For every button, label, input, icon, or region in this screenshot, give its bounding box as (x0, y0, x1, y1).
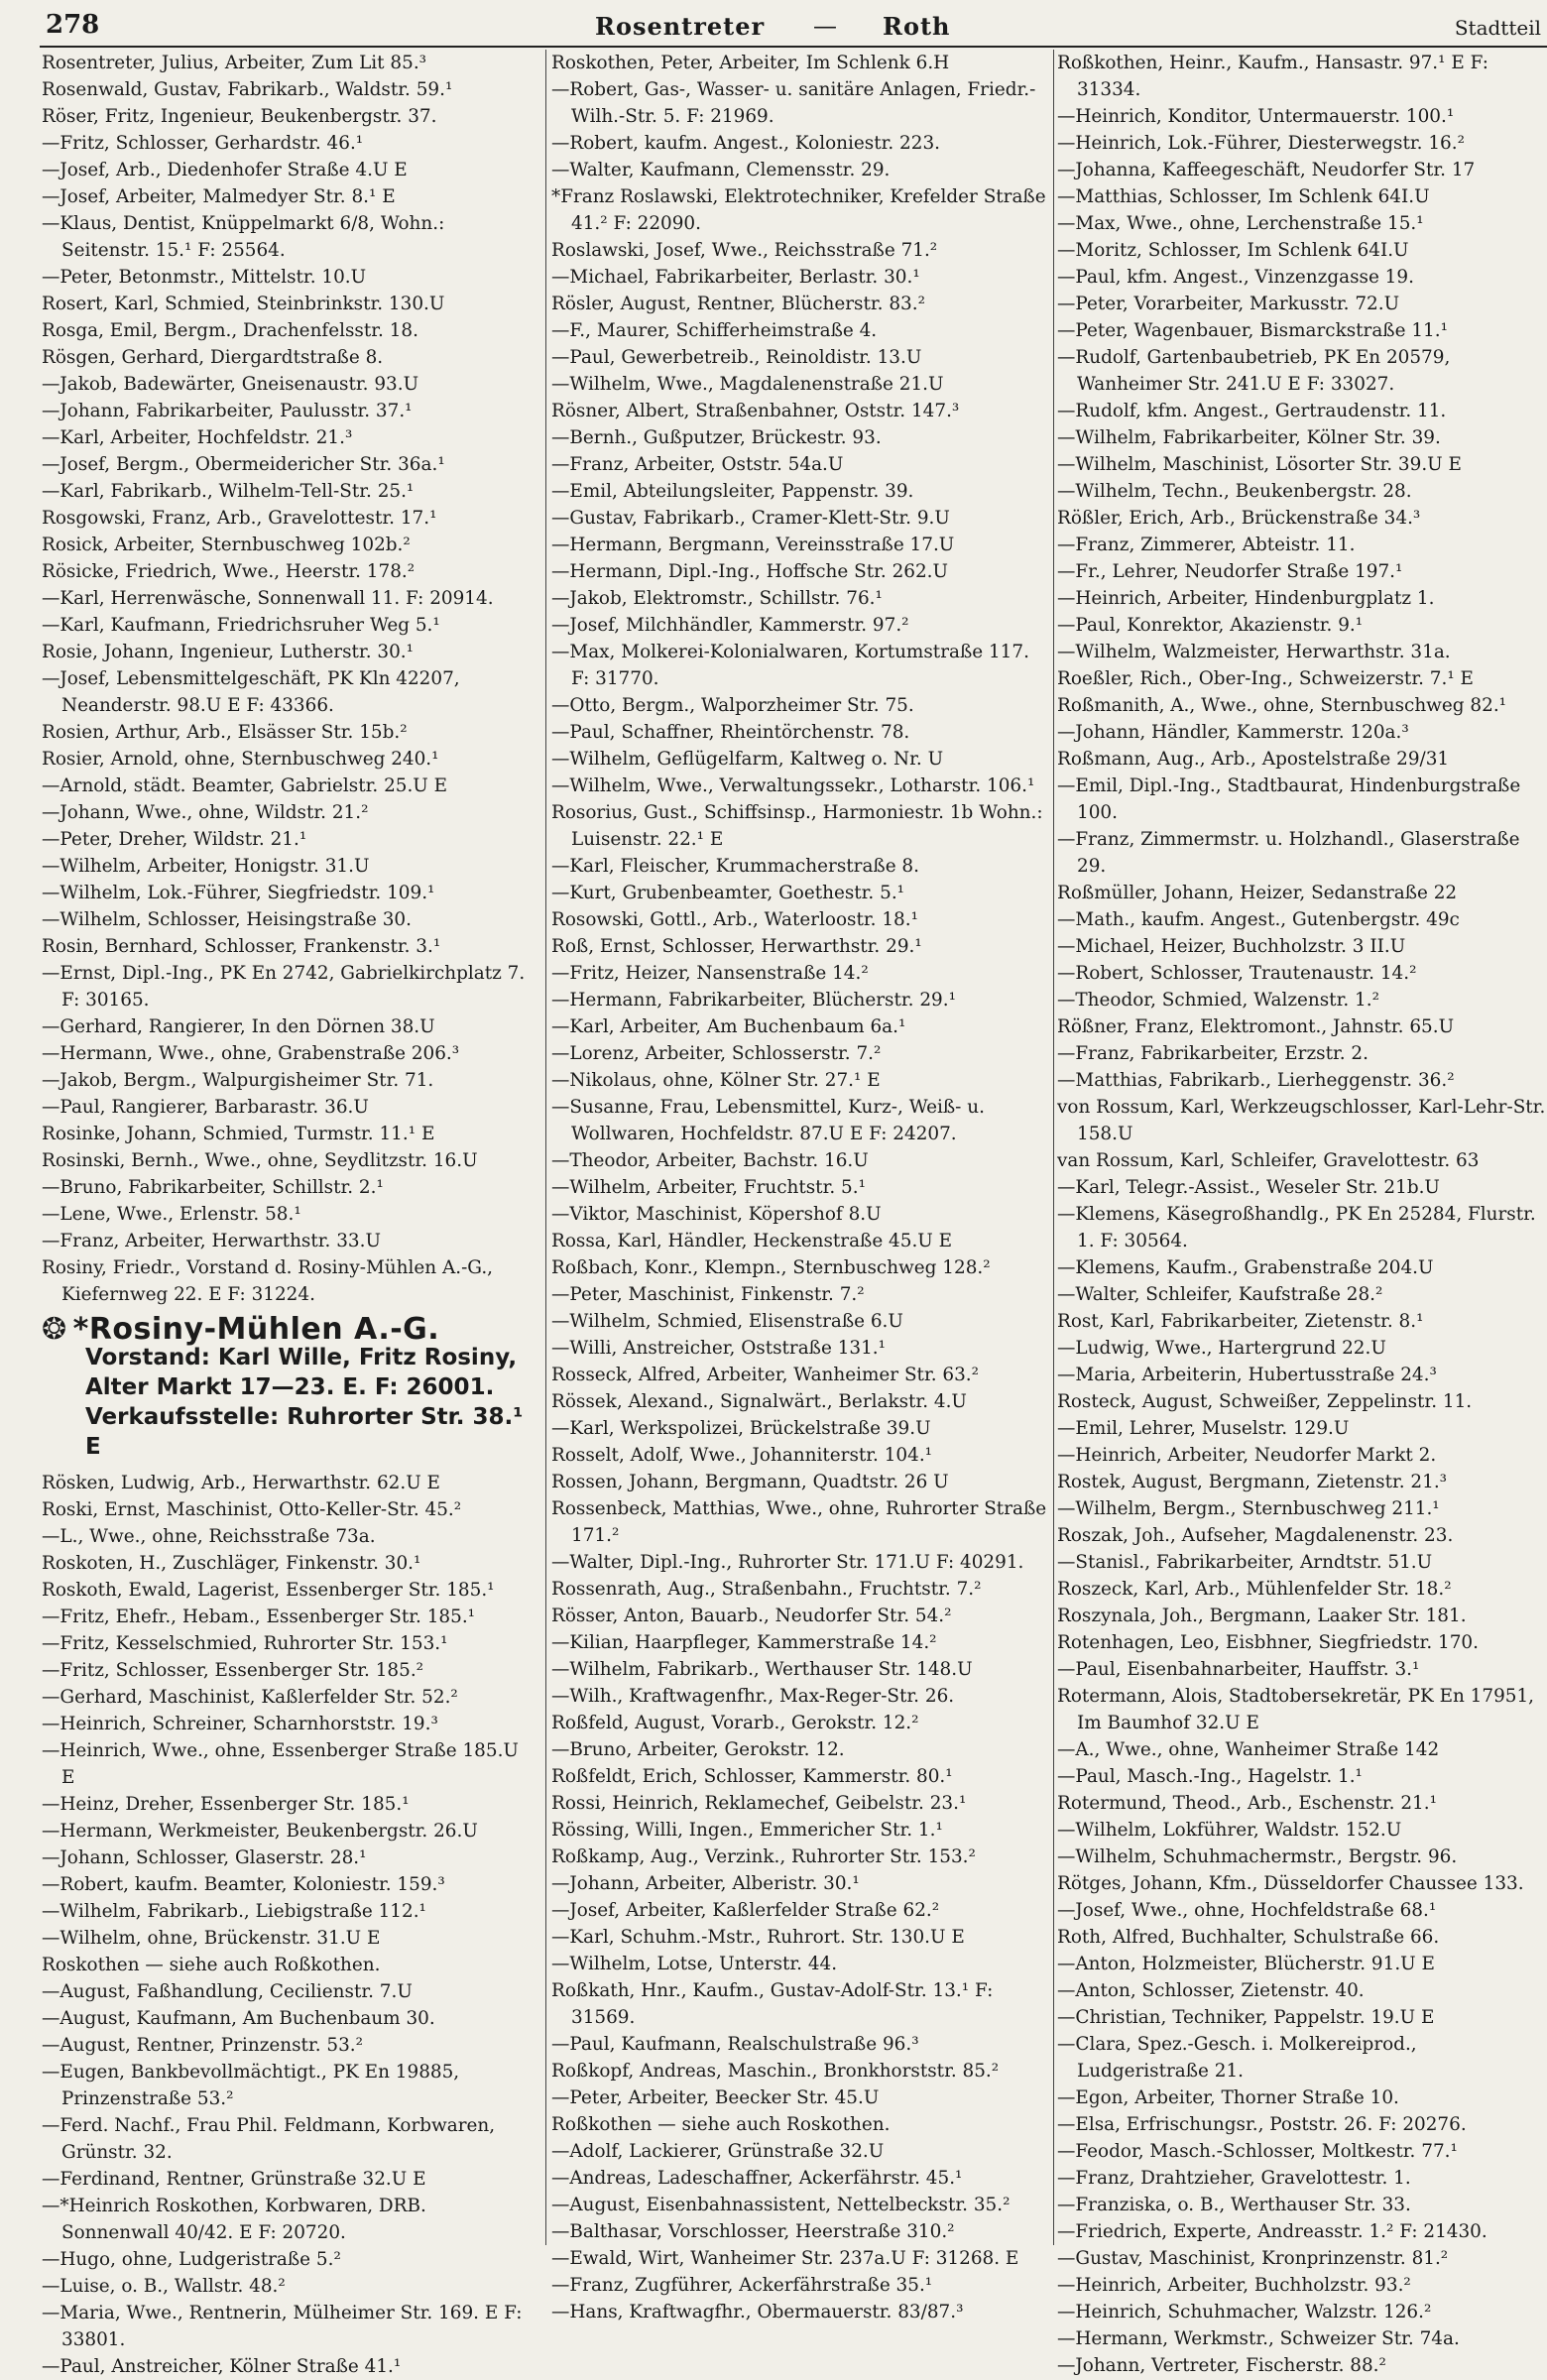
directory-entry: —Wilhelm, Lok.-Führer, Siegfriedstr. 109.¹ (42, 883, 435, 903)
directory-entry: —Heinrich, Wwe., ohne, Essenberger Straße 185.U E (42, 1740, 519, 1788)
entries-list (42, 50, 537, 1308)
directory-entry: —Hans, Kraftwagfhr., Obermauerstr. 83/87.³ (551, 2302, 964, 2322)
directory-entry: —August, Rentner, Prinzenstr. 53.² (42, 2035, 364, 2056)
directory-entry: —Theodor, Schmied, Walzenstr. 1.² (1057, 990, 1379, 1011)
directory-entry: Roskothen — siehe auch Roßkothen. (42, 1955, 381, 1975)
directory-column-1 (42, 50, 537, 2377)
directory-entry: Roßmüller, Johann, Heizer, Sedanstraße 22 (1057, 883, 1458, 903)
directory-entry: —Franz, Zimmerer, Abteistr. 11. (1057, 535, 1356, 555)
directory-entry: Rossi, Heinrich, Reklamechef, Geibelstr. 23.¹ (551, 1793, 967, 1814)
directory-entry: —Peter, Maschinist, Finkenstr. 7.² (551, 1284, 865, 1305)
directory-entry: Rössek, Alexand., Signalwärt., Berlakstr. 4.U (551, 1391, 967, 1412)
directory-entry: —Emil, Abteilungsleiter, Pappenstr. 39. (551, 481, 914, 502)
directory-entry: —Wilhelm, Fabrikarbeiter, Kölner Str. 39. (1057, 427, 1441, 448)
directory-entry: —Johanna, Kaffeegeschäft, Neudorfer Str. 17 (1057, 160, 1476, 180)
ad-line: Alter Markt 17—23. E. F: 26001. (85, 1374, 495, 1400)
page-header (40, 8, 1547, 48)
directory-entry: Rostek, August, Bergmann, Zietenstr. 21.³ (1057, 1472, 1448, 1492)
directory-entry: —Johann, Händler, Kammerstr. 120a.³ (1057, 722, 1409, 743)
ad-company-name: *Rosiny-Mühlen A.-G. (72, 1312, 440, 1347)
directory-entry: Roßkothen, Heinr., Kaufm., Hansastr. 97.¹ E F: 31334. (1057, 53, 1488, 100)
directory-entry: —Karl, Herrenwäsche, Sonnenwall 11. F: 20914. (42, 588, 494, 609)
directory-entry: Rosowski, Gottl., Arb., Waterloostr. 18.¹ (551, 909, 918, 930)
directory-entry: —Michael, Fabrikarbeiter, Berlastr. 30.¹ (551, 267, 920, 288)
directory-entry: —Karl, Kaufmann, Friedrichsruher Weg 5.¹ (42, 615, 440, 636)
directory-entry: —Luise, o. B., Wallstr. 48.² (42, 2276, 286, 2297)
directory-entry: —Bruno, Fabrikarbeiter, Schillstr. 2.¹ (42, 1177, 384, 1198)
directory-entry: —Johann, Vertreter, Fischerstr. 88.² (1057, 2355, 1386, 2376)
directory-entry: Roski, Ernst, Maschinist, Otto-Keller-Str. 45.² (42, 1499, 462, 1520)
directory-entry: —Kilian, Haarpfleger, Kammerstraße 14.² (551, 1632, 937, 1653)
directory-entry: Roßmann, Aug., Arb., Apostelstraße 29/31 (1057, 749, 1450, 770)
directory-entry: —Heinz, Dreher, Essenberger Str. 185.¹ (42, 1794, 410, 1815)
directory-entry: —Johann, Wwe., ohne, Wildstr. 21.² (42, 802, 369, 823)
directory-entry: —Fritz, Kesselschmied, Ruhrorter Str. 153.¹ (42, 1633, 448, 1654)
directory-entry: —Max, Molkerei-Kolonialwaren, Kortumstraße 117. F: 31770. (551, 642, 1029, 689)
directory-entry: —*Heinrich Roskothen, Korbwaren, DRB. Sonnenwall 40/42. E F: 20720. (42, 2196, 426, 2243)
directory-entry: —Wilhelm, Arbeiter, Honigstr. 31.U (42, 856, 370, 877)
directory-entry: —Bernh., Gußputzer, Brückestr. 93. (551, 427, 882, 448)
directory-entry: Rotermann, Alois, Stadtobersekretär, PK En 17951, Im Baumhof 32.U E (1057, 1686, 1535, 1733)
directory-entry: —Jakob, Elektromstr., Schillstr. 76.¹ (551, 588, 883, 609)
directory-entry: —Maria, Arbeiterin, Hubertusstraße 24.³ (1057, 1365, 1437, 1385)
directory-entry: —Hermann, Fabrikarbeiter, Blücherstr. 29.¹ (551, 990, 956, 1011)
directory-entry: —Hermann, Werkmeister, Beukenbergstr. 26.U (42, 1821, 478, 1842)
directory-entry: —Matthias, Fabrikarb., Lierheggenstr. 36.² (1057, 1070, 1455, 1091)
directory-entry: —Susanne, Frau, Lebensmittel, Kurz-, Weiß- u. Wollwaren, Hochfeldstr. 87.U E F: 24207. (551, 1097, 985, 1144)
directory-entry: —Hermann, Wwe., ohne, Grabenstraße 206.³ (42, 1043, 460, 1064)
directory-entry: Rosenwald, Gustav, Fabrikarb., Waldstr. 59.¹ (42, 79, 453, 100)
directory-entry: Rosselt, Adolf, Wwe., Johanniterstr. 104.¹ (551, 1445, 933, 1466)
directory-entry: —Wilhelm, Walzmeister, Herwarthstr. 31a. (1057, 642, 1451, 662)
directory-entry: —Anton, Holzmeister, Blücherstr. 91.U E (1057, 1954, 1435, 1974)
directory-entry: —Heinrich, Arbeiter, Neudorfer Markt 2. (1057, 1445, 1437, 1466)
directory-entry: —Robert, kaufm. Angest., Koloniestr. 223. (551, 133, 940, 154)
directory-entry: —Wilhelm, Schmied, Elisenstraße 6.U (551, 1311, 903, 1332)
directory-entry: —Feodor, Masch.-Schlosser, Moltkestr. 77.¹ (1057, 2141, 1458, 2162)
directory-entry: —August, Eisenbahnassistent, Nettelbeckstr. 35.² (551, 2195, 1011, 2215)
directory-entry: —Moritz, Schlosser, Im Schlenk 64I.U (1057, 240, 1409, 261)
directory-entry: —Egon, Arbeiter, Thorner Straße 10. (1057, 2087, 1399, 2108)
directory-entry: Roßfeld, August, Vorarb., Gerokstr. 12.² (551, 1713, 919, 1733)
directory-entry: Roth, Alfred, Buchhalter, Schulstraße 66. (1057, 1927, 1440, 1948)
directory-entry: —Wilhelm, Lotse, Unterstr. 44. (551, 1954, 838, 1974)
directory-entry: —Paul, Rangierer, Barbarastr. 36.U (42, 1097, 369, 1118)
directory-entry: —Josef, Arb., Diedenhofer Straße 4.U E (42, 160, 408, 180)
directory-entry: Roßkothen — siehe auch Roskothen. (551, 2114, 891, 2135)
directory-entry: —Wilhelm, Arbeiter, Fruchtstr. 5.¹ (551, 1177, 866, 1198)
directory-entry: —Fr., Lehrer, Neudorfer Straße 197.¹ (1057, 561, 1403, 582)
directory-entry: —Friedrich, Experte, Andreasstr. 1.² F: 21430. (1057, 2221, 1488, 2242)
directory-entry: van Rossum, Karl, Schleifer, Gravelottestr. 63 (1057, 1150, 1480, 1171)
directory-entry: Roeßler, Rich., Ober-Ing., Schweizerstr. 7.¹ E (1057, 668, 1474, 689)
directory-entry: —Josef, Arbeiter, Malmedyer Str. 8.¹ E (42, 186, 396, 207)
directory-entry: —Fritz, Schlosser, Gerhardstr. 46.¹ (42, 133, 364, 154)
directory-entry: Rösner, Albert, Straßenbahner, Oststr. 147.³ (551, 401, 960, 421)
directory-entry: —Paul, Masch.-Ing., Hagelstr. 1.¹ (1057, 1766, 1363, 1787)
page-number: 278 (46, 10, 100, 40)
directory-entry: Roßfeldt, Erich, Schlosser, Kammerstr. 80.¹ (551, 1766, 953, 1787)
directory-entry: —Klemens, Kaufm., Grabenstraße 204.U (1057, 1257, 1434, 1278)
directory-entry: Roßkamp, Aug., Verzink., Ruhrorter Str. 153.² (551, 1846, 976, 1867)
directory-entry: —Franz, Arbeiter, Herwarthstr. 33.U (42, 1231, 381, 1251)
directory-entry: —Math., kaufm. Angest., Gutenbergstr. 49c (1057, 909, 1460, 930)
directory-entry: —Josef, Wwe., ohne, Hochfeldstraße 68.¹ (1057, 1900, 1437, 1921)
directory-entry: Rößler, Erich, Arb., Brückenstraße 34.³ (1057, 508, 1421, 529)
directory-entry: —Michael, Heizer, Buchholzstr. 3 II.U (1057, 936, 1406, 957)
directory-entry: —Heinrich, Lok.-Führer, Diesterwegstr. 16.² (1057, 133, 1465, 154)
directory-entry: Roszeck, Karl, Arb., Mühlenfelder Str. 18.² (1057, 1579, 1452, 1600)
directory-entry: Rosseck, Alfred, Arbeiter, Wanheimer Str. 63.² (551, 1365, 980, 1385)
directory-entry: —Franz, Zugführer, Ackerfährstraße 35.¹ (551, 2275, 933, 2296)
directory-entry: —Viktor, Maschinist, Köpershof 8.U (551, 1204, 882, 1225)
directory-entry: —Fritz, Schlosser, Essenberger Str. 185.² (42, 1660, 424, 1681)
directory-entry: —L., Wwe., ohne, Reichsstraße 73a. (42, 1526, 376, 1547)
ad-line: Verkaufsstelle: Ruhrorter Str. 38.¹ E (85, 1404, 524, 1460)
directory-entry: —Jakob, Badewärter, Gneisenaustr. 93.U (42, 374, 419, 395)
directory-entry: —Heinrich, Arbeiter, Hindenburgplatz 1. (1057, 588, 1435, 609)
directory-entry: Rosien, Arthur, Arb., Elsässer Str. 15b.² (42, 722, 408, 743)
directory-entry: Rösgen, Gerhard, Diergardtstraße 8. (42, 347, 384, 368)
directory-entry: —Wilhelm, ohne, Brückenstr. 31.U E (42, 1928, 381, 1949)
directory-entry: Roskoten, H., Zuschläger, Finkenstr. 30.¹ (42, 1553, 421, 1574)
advertisement-rosiny-muehlen (42, 1312, 537, 1462)
directory-entry: —Wilhelm, Schuhmachermstr., Bergstr. 96. (1057, 1846, 1458, 1867)
directory-entry: —Josef, Milchhändler, Kammerstr. 97.² (551, 615, 909, 636)
directory-entry: Roßkopf, Andreas, Maschin., Bronkhorststr. 85.² (551, 2061, 1000, 2082)
directory-entry: —Balthasar, Vorschlosser, Heerstraße 310.² (551, 2221, 955, 2242)
running-title-end: Roth (883, 12, 951, 41)
directory-entry: —Wilhelm, Bergm., Sternbuschweg 211.¹ (1057, 1498, 1440, 1519)
directory-entry: Roslawski, Josef, Wwe., Reichsstraße 71.² (551, 240, 938, 261)
directory-column-2 (551, 50, 1051, 2322)
directory-entry: —Franz, Arbeiter, Oststr. 54a.U (551, 454, 844, 475)
directory-entry: —August, Kaufmann, Am Buchenbaum 30. (42, 2008, 435, 2029)
directory-entry: —Paul, Kaufmann, Realschulstraße 96.³ (551, 2034, 919, 2055)
directory-entry: —Anton, Schlosser, Zietenstr. 40. (1057, 1980, 1365, 2001)
directory-entry: Rosentreter, Julius, Arbeiter, Zum Lit 85.³ (42, 53, 427, 73)
directory-entry: Rössing, Willi, Ingen., Emmericher Str. 1.¹ (551, 1820, 943, 1841)
directory-entry: Rotenhagen, Leo, Eisbhner, Siegfriedstr. 170. (1057, 1632, 1479, 1653)
directory-entry: —Ernst, Dipl.-Ing., PK En 2742, Gabrielkirchplatz 7. F: 30165. (42, 963, 526, 1011)
directory-entry: Rosinke, Johann, Schmied, Turmstr. 11.¹ E (42, 1124, 435, 1144)
directory-entry: —Fritz, Heizer, Nansenstraße 14.² (551, 963, 869, 984)
directory-entry: Rosert, Karl, Schmied, Steinbrinkstr. 130.U (42, 294, 445, 314)
directory-entry: —Josef, Lebensmittelgeschäft, PK Kln 42207, Neanderstr. 98.U E F: 43366. (42, 668, 460, 716)
directory-entry: —Heinrich, Konditor, Untermauerstr. 100.¹ (1057, 106, 1455, 127)
directory-entry: —Gustav, Maschinist, Kronprinzenstr. 81.² (1057, 2248, 1449, 2269)
directory-entry: —Walter, Dipl.-Ing., Ruhrorter Str. 171.U F: 40291. (551, 1552, 1024, 1573)
directory-entry: —Hermann, Werkmstr., Schweizer Str. 74a. (1057, 2328, 1460, 2349)
directory-entry: —Jakob, Bergm., Walpurgisheimer Str. 71. (42, 1070, 434, 1091)
directory-entry: —Josef, Bergm., Obermeidericher Str. 36a.¹ (42, 454, 445, 475)
directory-entry: —Karl, Arbeiter, Am Buchenbaum 6a.¹ (551, 1016, 906, 1037)
ad-title (42, 1312, 537, 1347)
directory-entry: —Rudolf, kfm. Angest., Gertraudenstr. 11. (1057, 401, 1447, 421)
directory-entry: —Kurt, Grubenbeamter, Goethestr. 5.¹ (551, 883, 905, 903)
mill-logo-icon: ❂ (42, 1312, 67, 1347)
directory-entry: —Paul, Schaffner, Rheintörchenstr. 78. (551, 722, 910, 743)
directory-entry: —Maria, Wwe., Rentnerin, Mülheimer Str. 169. E F: 33801. (42, 2303, 523, 2350)
directory-entry: —Johann, Arbeiter, Alberistr. 30.¹ (551, 1873, 860, 1894)
directory-entry: —Peter, Wagenbauer, Bismarckstraße 11.¹ (1057, 320, 1448, 341)
directory-entry: —Paul, Konrektor, Akazienstr. 9.¹ (1057, 615, 1364, 636)
directory-entry: —August, Faßhandlung, Cecilienstr. 7.U (42, 1981, 413, 2002)
directory-column-3 (1057, 50, 1547, 2376)
directory-entry: —Fritz, Ehefr., Hebam., Essenberger Str. 185.¹ (42, 1606, 476, 1627)
directory-entry: —Nikolaus, ohne, Kölner Str. 27.¹ E (551, 1070, 881, 1091)
directory-entry: —Bruno, Arbeiter, Gerokstr. 12. (551, 1739, 845, 1760)
directory-entry: Roszynala, Joh., Bergmann, Laaker Str. 181. (1057, 1606, 1467, 1626)
directory-entry: —Paul, Anstreicher, Kölner Straße 41.¹ (42, 2356, 402, 2377)
directory-entry: Rösicke, Friedrich, Wwe., Heerstr. 178.² (42, 561, 416, 582)
directory-entry: —Karl, Werkspolizei, Brückelstraße 39.U (551, 1418, 931, 1439)
directory-entry: —Wilhelm, Fabrikarb., Werthauser Str. 148.U (551, 1659, 973, 1680)
directory-entry: —Eugen, Bankbevollmächtigt., PK En 19885, Prinzenstraße 53.² (42, 2062, 460, 2109)
directory-entry: —Karl, Arbeiter, Hochfeldstr. 21.³ (42, 427, 353, 448)
directory-entry: —A., Wwe., ohne, Wanheimer Straße 142 (1057, 1739, 1440, 1760)
directory-entry: —Lorenz, Arbeiter, Schlosserstr. 7.² (551, 1043, 882, 1064)
directory-entry: —Emil, Lehrer, Muselstr. 129.U (1057, 1418, 1350, 1439)
directory-entry: —Elsa, Erfrischungsr., Poststr. 26. F: 20276. (1057, 2114, 1467, 2135)
directory-entry: —Wilhelm, Schlosser, Heisingstraße 30. (42, 909, 412, 930)
directory-entry: Rosick, Arbeiter, Sternbuschweg 102b.² (42, 535, 411, 555)
directory-entry: Rosinski, Bernh., Wwe., ohne, Seydlitzstr. 16.U (42, 1150, 478, 1171)
directory-entry: —Arnold, städt. Beamter, Gabrielstr. 25.U E (42, 775, 448, 796)
directory-entry: —Adolf, Lackierer, Grünstraße 32.U (551, 2141, 885, 2162)
directory-entry: —Johann, Fabrikarbeiter, Paulusstr. 37.¹ (42, 401, 413, 421)
directory-entry: —Robert, Schlosser, Trautenaustr. 14.² (1057, 963, 1417, 984)
directory-entry: —Gerhard, Rangierer, In den Dörnen 38.U (42, 1016, 435, 1037)
directory-entry: Rösser, Anton, Bauarb., Neudorfer Str. 54.² (551, 1606, 952, 1626)
column-divider (1053, 50, 1054, 2245)
directory-entry: Rossenbeck, Matthias, Wwe., ohne, Ruhrorter Straße 171.² (551, 1498, 1047, 1546)
directory-entry: —Robert, kaufm. Beamter, Koloniestr. 159.³ (42, 1874, 445, 1895)
directory-entry: —Stanisl., Fabrikarbeiter, Arndtstr. 51.U (1057, 1552, 1433, 1573)
directory-entry: —Heinrich, Schuhmacher, Walzstr. 126.² (1057, 2302, 1432, 2322)
directory-entry: —Ferd. Nachf., Frau Phil. Feldmann, Korbwaren, Grünstr. 32. (42, 2115, 496, 2163)
directory-entry: —Heinrich, Schreiner, Scharnhorststr. 19.³ (42, 1714, 438, 1734)
directory-entry: —Christian, Techniker, Pappelstr. 19.U E (1057, 2007, 1435, 2028)
directory-entry: —Hugo, ohne, Ludgeristraße 5.² (42, 2249, 341, 2270)
directory-entry: Rosteck, August, Schweißer, Zeppelinstr. 11. (1057, 1391, 1473, 1412)
directory-entry: Roß, Ernst, Schlosser, Herwarthstr. 29.¹ (551, 936, 922, 957)
directory-entry: —Peter, Dreher, Wildstr. 21.¹ (42, 829, 307, 850)
directory-entry: —Gustav, Fabrikarb., Cramer-Klett-Str. 9.U (551, 508, 950, 529)
directory-entry: Roskoth, Ewald, Lagerist, Essenberger Str. 185.¹ (42, 1580, 495, 1601)
directory-entry: —Wilhelm, Lokführer, Waldstr. 152.U (1057, 1820, 1402, 1841)
directory-entry: —Wilhelm, Maschinist, Lösorter Str. 39.U E (1057, 454, 1462, 475)
directory-entry: —Heinrich, Arbeiter, Buchholzstr. 93.² (1057, 2275, 1411, 2296)
directory-entry: —Clara, Spez.-Gesch. i. Molkereiprod., Ludgeristraße 21. (1057, 2034, 1417, 2082)
entries-list (551, 50, 1051, 2325)
directory-entry: —Emil, Dipl.-Ing., Stadtbaurat, Hindenburgstraße 100. (1057, 775, 1521, 823)
directory-entry: —Paul, Eisenbahnarbeiter, Hauffstr. 3.¹ (1057, 1659, 1420, 1680)
directory-entry: —Wilhelm, Wwe., Magdalenenstraße 21.U (551, 374, 944, 395)
directory-entry: von Rossum, Karl, Werkzeugschlosser, Karl-Lehr-Str. 158.U (1057, 1097, 1546, 1144)
directory-entry: Rosgowski, Franz, Arb., Gravelottestr. 17.¹ (42, 508, 437, 529)
directory-entry: —Walter, Schleifer, Kaufstraße 28.² (1057, 1284, 1383, 1305)
directory-entry: —Hermann, Bergmann, Vereinsstraße 17.U (551, 535, 955, 555)
directory-entry: Rosie, Johann, Ingenieur, Lutherstr. 30.¹ (42, 642, 415, 662)
directory-entry: Rost, Karl, Fabrikarbeiter, Zietenstr. 8.¹ (1057, 1311, 1424, 1332)
directory-entry: —Klemens, Käsegroßhandlg., PK En 25284, Flurstr. 1. F: 30564. (1057, 1204, 1536, 1251)
directory-entry: —Franz, Drahtzieher, Gravelottestr. 1. (1057, 2168, 1411, 2189)
directory-entry: —Robert, Gas-, Wasser- u. sanitäre Anlagen, Friedr.-Wilh.-Str. 5. F: 21969. (551, 79, 1036, 127)
running-title-start: Rosentreter (595, 12, 766, 41)
directory-entry: —Karl, Fleischer, Krummacherstraße 8. (551, 856, 919, 877)
directory-entry: *Franz Roslawski, Elektrotechniker, Krefelder Straße 41.² F: 22090. (551, 186, 1046, 234)
directory-entry: —Rudolf, Gartenbaubetrieb, PK En 20579, Wanheimer Str. 241.U E F: 33027. (1057, 347, 1451, 395)
directory-entry: —Wilhelm, Geflügelfarm, Kaltweg o. Nr. U (551, 749, 944, 770)
directory-entry: Roszak, Joh., Aufseher, Magdalenenstr. 23. (1057, 1525, 1454, 1546)
directory-entry: —Paul, Gewerbetreib., Reinoldistr. 13.U (551, 347, 922, 368)
directory-entry: —Peter, Arbeiter, Beecker Str. 45.U (551, 2087, 880, 2108)
directory-entry: Roßmanith, A., Wwe., ohne, Sternbuschweg 82.¹ (1057, 695, 1507, 716)
directory-entry: —Hermann, Dipl.-Ing., Hoffsche Str. 262.U (551, 561, 949, 582)
directory-entry: —F., Maurer, Schifferheimstraße 4. (551, 320, 878, 341)
directory-entry: Roskothen, Peter, Arbeiter, Im Schlenk 6.H (551, 53, 950, 73)
directory-entry: —Klaus, Dentist, Knüppelmarkt 6/8, Wohn.: Seitenstr. 15.¹ F: 25564. (42, 213, 445, 261)
entries-list (1057, 50, 1547, 2379)
directory-entry: —Karl, Fabrikarb., Wilhelm-Tell-Str. 25.¹ (42, 481, 415, 502)
directory-entry: Rosorius, Gust., Schiffsinsp., Harmoniestr. 1b Wohn.: Luisenstr. 22.¹ E (551, 802, 1043, 850)
directory-entry: —Peter, Betonmstr., Mittelstr. 10.U (42, 267, 367, 288)
directory-entry: Rosier, Arnold, ohne, Sternbuschweg 240.¹ (42, 749, 439, 770)
directory-entry: —Johann, Schlosser, Glaserstr. 28.¹ (42, 1847, 367, 1868)
directory-entry: —Lene, Wwe., Erlenstr. 58.¹ (42, 1204, 301, 1225)
directory-entry: Rosga, Emil, Bergm., Drachenfelsstr. 18. (42, 320, 418, 341)
directory-entry: —Wilh., Kraftwagenfhr., Max-Reger-Str. 26. (551, 1686, 955, 1707)
directory-entry: —Wilhelm, Wwe., Verwaltungssekr., Lotharstr. 106.¹ (551, 775, 1035, 796)
ad-line: Vorstand: Karl Wille, Fritz Rosiny, (85, 1345, 518, 1370)
section-label: Stadtteil (1454, 16, 1541, 40)
directory-entry: —Karl, Schuhm.-Mstr., Ruhrort. Str. 130.U E (551, 1927, 965, 1948)
directory-entry: —Karl, Telegr.-Assist., Weseler Str. 21b.U (1057, 1177, 1440, 1198)
directory-entry: Rösler, August, Rentner, Blücherstr. 83.² (551, 294, 925, 314)
directory-entry: Rossenrath, Aug., Straßenbahn., Fruchtstr. 7.² (551, 1579, 982, 1600)
directory-entry: Rosin, Bernhard, Schlosser, Frankenstr. 3.¹ (42, 936, 441, 957)
running-title-dash: — (813, 12, 837, 40)
directory-entry: —Willi, Anstreicher, Oststraße 131.¹ (551, 1338, 887, 1359)
directory-entry: —Wilhelm, Techn., Beukenbergstr. 28. (1057, 481, 1412, 502)
directory-entry: —Franz, Fabrikarbeiter, Erzstr. 2. (1057, 1043, 1368, 1064)
directory-entry: Roßkath, Hnr., Kaufm., Gustav-Adolf-Str. 13.¹ F: 31569. (551, 1980, 994, 2028)
directory-entry: —Paul, kfm. Angest., Vinzenzgasse 19. (1057, 267, 1414, 288)
directory-entry: —Franz, Zimmermstr. u. Holzhandl., Glaserstraße 29. (1057, 829, 1520, 877)
directory-entry: Rosiny, Friedr., Vorstand d. Rosiny-Mühlen A.-G., Kiefernweg 22. E F: 31224. (42, 1257, 494, 1305)
directory-entry: Rossen, Johann, Bergmann, Quadtstr. 26 U (551, 1472, 949, 1492)
directory-entry: —Max, Wwe., ohne, Lerchenstraße 15.¹ (1057, 213, 1424, 234)
directory-entry: Röser, Fritz, Ingenieur, Beukenbergstr. 37. (42, 106, 437, 127)
directory-entry: —Otto, Bergm., Walporzheimer Str. 75. (551, 695, 914, 716)
directory-entry: —Josef, Arbeiter, Kaßlerfelder Straße 62.² (551, 1900, 940, 1921)
directory-entry: —Franziska, o. B., Werthauser Str. 33. (1057, 2195, 1411, 2215)
directory-entry: —Wilhelm, Fabrikarb., Liebigstraße 112.¹ (42, 1901, 426, 1922)
column-divider (545, 50, 546, 2245)
directory-entry: —Ferdinand, Rentner, Grünstraße 32.U E (42, 2169, 426, 2190)
directory-entry: —Ewald, Wirt, Wanheimer Str. 237a.U F: 31268. E (551, 2248, 1019, 2269)
directory-entry: —Matthias, Schlosser, Im Schlenk 64I.U (1057, 186, 1430, 207)
directory-entry: Roßbach, Konr., Klempn., Sternbuschweg 128.² (551, 1257, 991, 1278)
directory-entry: Rösken, Ludwig, Arb., Herwarthstr. 62.U E (42, 1473, 440, 1493)
directory-entry: —Gerhard, Maschinist, Kaßlerfelder Str. 52.² (42, 1687, 458, 1708)
directory-entry: —Peter, Vorarbeiter, Markusstr. 72.U (1057, 294, 1400, 314)
directory-entry: —Ludwig, Wwe., Hartergrund 22.U (1057, 1338, 1386, 1359)
directory-entry: —Walter, Kaufmann, Clemensstr. 29. (551, 160, 891, 180)
directory-entry: Rossa, Karl, Händler, Heckenstraße 45.U E (551, 1231, 953, 1251)
entries-list-continued (42, 1470, 537, 2380)
directory-entry: —Theodor, Arbeiter, Bachstr. 16.U (551, 1150, 869, 1171)
directory-entry: Rößner, Franz, Elektromont., Jahnstr. 65.U (1057, 1016, 1455, 1037)
directory-entry: —Andreas, Ladeschaffner, Ackerfährstr. 45.¹ (551, 2168, 963, 2189)
directory-entry: Rötges, Johann, Kfm., Düsseldorfer Chaussee 133. (1057, 1873, 1524, 1894)
directory-entry: Rotermund, Theod., Arb., Eschenstr. 21.¹ (1057, 1793, 1437, 1814)
